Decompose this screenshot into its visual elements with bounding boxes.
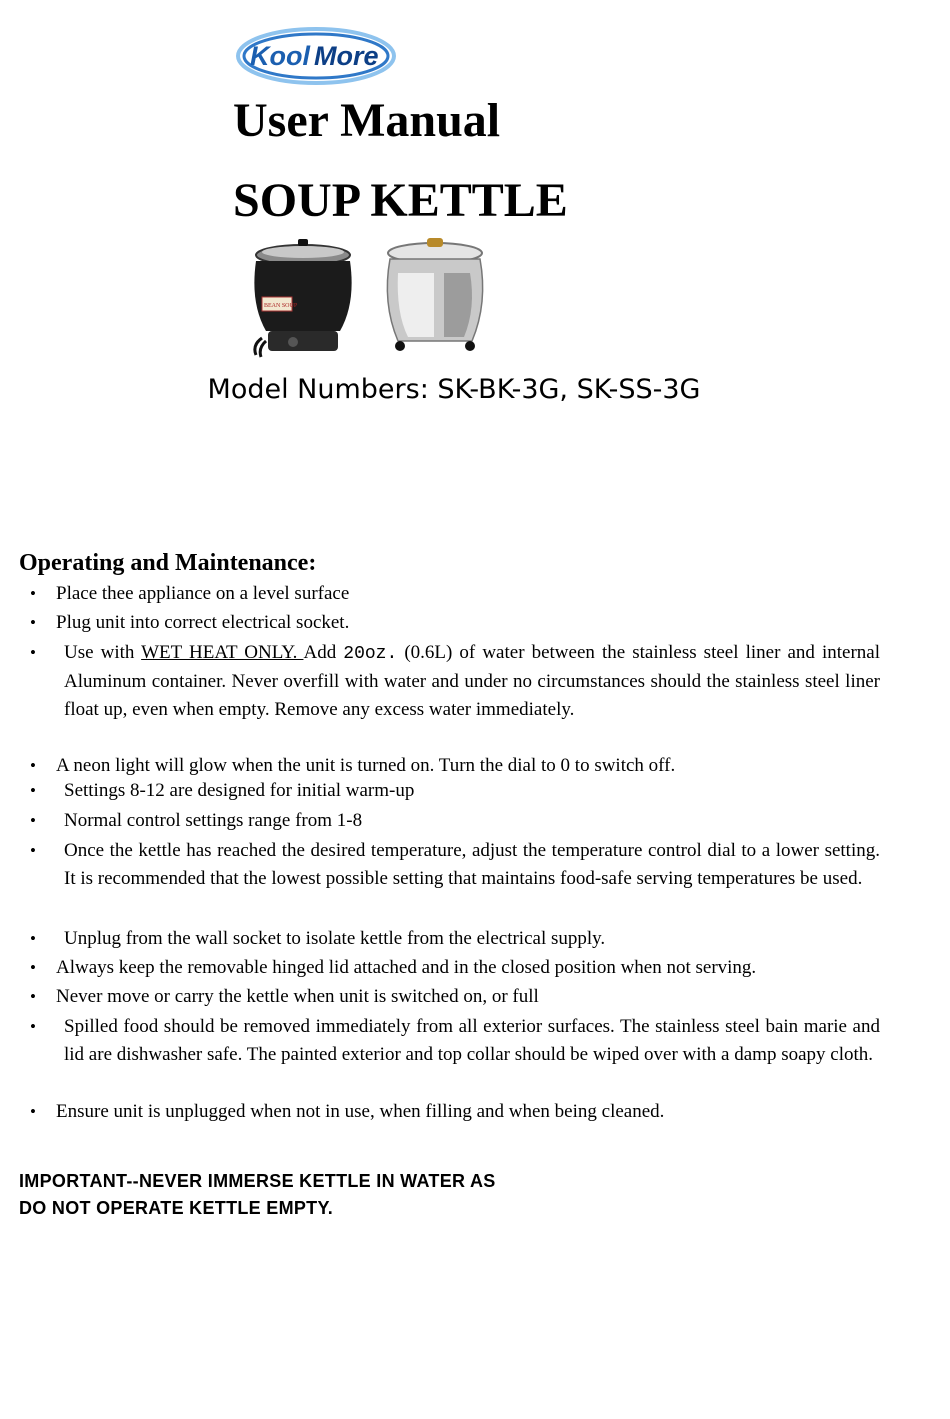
wet-heat-only-text: WET HEAT ONLY. — [141, 642, 304, 663]
page-title: User Manual — [233, 94, 501, 147]
stainless-kettle-image — [387, 238, 482, 351]
bullet-icon: • — [30, 958, 36, 977]
black-kettle-image — [254, 239, 351, 357]
logo-text-kool: Kool — [250, 41, 310, 71]
section-heading: Operating and Maintenance: — [19, 550, 317, 576]
koolmore-logo — [236, 27, 396, 85]
product-images — [248, 233, 493, 363]
bullet-icon: • — [30, 841, 36, 860]
bullet-icon: • — [30, 987, 36, 1006]
bullet-icon: • — [30, 1102, 36, 1121]
bullet-icon: • — [30, 929, 36, 948]
kettle-label: BEAN SOUP — [264, 303, 298, 309]
bullet-icon: • — [30, 756, 36, 775]
bullet-icon: • — [30, 781, 36, 800]
warning-line-1: IMPORTANT--NEVER IMMERSE KETTLE IN WATER AS — [19, 1171, 496, 1191]
bullet-icon: • — [30, 584, 36, 603]
warning-line-2: DO NOT OPERATE KETTLE EMPTY. — [19, 1198, 334, 1218]
bullet-icon: • — [30, 613, 36, 632]
bullet-icon: • — [30, 1017, 36, 1036]
model-numbers: Model Numbers: SK-BK-3G, SK-SS-3G — [207, 374, 701, 405]
logo-text-more: More — [314, 41, 379, 71]
bullet-icon: • — [30, 811, 36, 830]
bullet-icon: • — [30, 643, 36, 662]
product-title: SOUP KETTLE — [233, 174, 568, 227]
